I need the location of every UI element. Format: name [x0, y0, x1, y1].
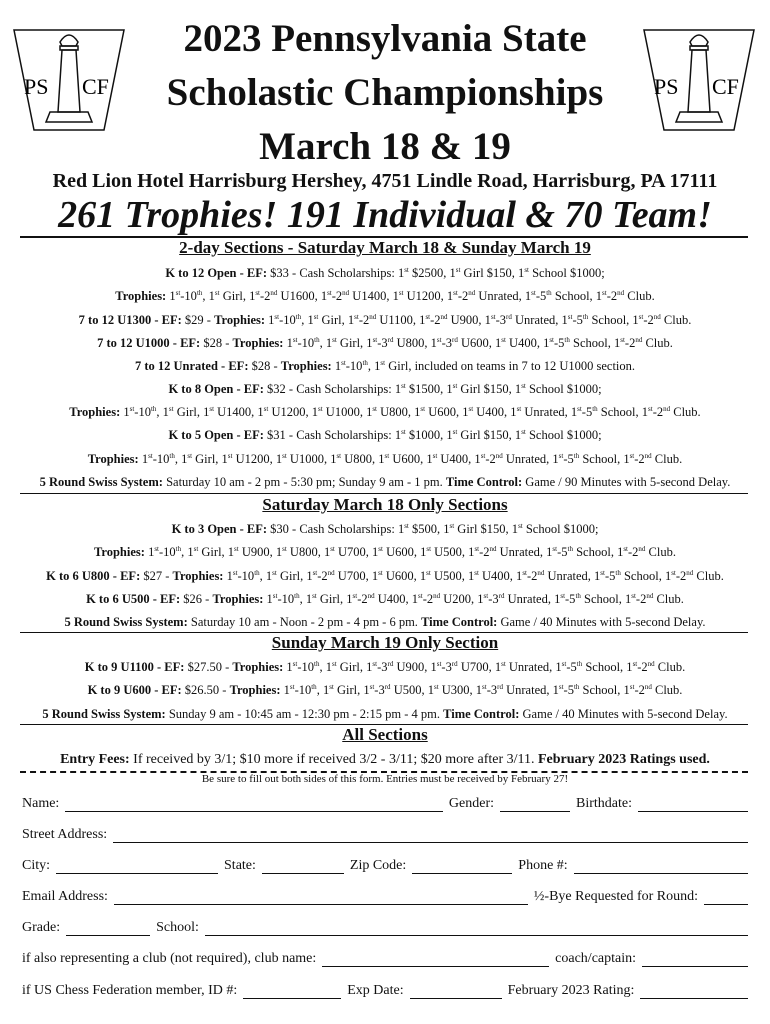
- trophies-headline: 261 Trophies! 191 Individual & 70 Team!: [58, 194, 712, 236]
- pscf-logo-right: [640, 22, 758, 140]
- gender-label: Gender:: [448, 796, 494, 811]
- section-k12-open: K to 12 Open - EF: $33 - Cash Scholarships: 1st $2500, 1st Girl $150, 1st School $1000;: [165, 265, 605, 280]
- saturday-schedule: [0, 615, 770, 630]
- school-field[interactable]: [205, 923, 748, 936]
- exp-label: Exp Date:: [347, 983, 404, 998]
- section-7-12-unrated: 7 to 12 Unrated - EF: $28 - Trophies: 1st-10th, 1st Girl, included on teams in 7 to 12 U1000 section.: [134, 358, 636, 373]
- sunday-schedule: [0, 707, 770, 722]
- form-row-email: [22, 889, 748, 905]
- form-row-club: [22, 951, 748, 967]
- saturday-heading: Saturday March 18 Only Sections: [262, 495, 508, 514]
- state-field[interactable]: [262, 861, 344, 874]
- form-row-grade: [22, 920, 748, 936]
- rating-label: February 2023 Rating:: [507, 983, 635, 998]
- fees-label: Entry Fees:: [60, 752, 130, 767]
- title-line-3: March 18 & 19: [259, 125, 511, 168]
- page-title: [120, 12, 650, 174]
- logo-right-cf: CF: [712, 74, 739, 99]
- coach-label: coach/captain:: [555, 951, 636, 966]
- city-field[interactable]: [56, 861, 218, 874]
- tc-text: Game / 90 Minutes with 5-second Delay.: [522, 475, 731, 489]
- form-note: Be sure to fill out both sides of this form. Entries must be received by February 27!: [201, 773, 569, 785]
- swiss-label: 5 Round Swiss System:: [42, 707, 166, 721]
- logo-left-cf: CF: [82, 74, 109, 99]
- form-row-name: [22, 796, 748, 812]
- swiss-label: 5 Round Swiss System:: [64, 615, 188, 629]
- section-k12-open-trophies: Trophies: 1st-10th, 1st Girl, 1st-2nd U1600, 1st-2nd U1400, 1st U1200, 1st-2nd Unrated, 1st-5th School, 1st-2nd Club.: [115, 288, 655, 303]
- divider: [20, 493, 748, 494]
- email-field[interactable]: [114, 892, 528, 905]
- bye-label: ½-Bye Requested for Round:: [533, 889, 698, 904]
- sunday-heading: Sunday March 19 Only Section: [271, 633, 499, 652]
- uscf-field[interactable]: [243, 986, 341, 999]
- section-k5-open: K to 5 Open - EF: $31 - Cash Scholarships: 1st $1000, 1st Girl $150, 1st School $1000;: [168, 427, 602, 442]
- city-label: City:: [22, 858, 51, 873]
- tc-label: Time Control:: [421, 615, 498, 629]
- bye-field[interactable]: [704, 892, 748, 905]
- fees-text: If received by 3/1; $10 more if received 3/2 - 3/11; $20 more after 3/11.: [129, 752, 538, 767]
- swiss-text: Saturday 10 am - Noon - 2 pm - 4 pm - 6 pm.: [187, 615, 422, 629]
- form-row-street: [22, 827, 748, 843]
- form-row-city: [22, 858, 748, 874]
- name-label: Name:: [22, 796, 60, 811]
- tc-label: Time Control:: [445, 475, 523, 489]
- section-7-12-u1000: 7 to 12 U1000 - EF: $28 - Trophies: 1st-10th, 1st Girl, 1st-3rd U800, 1st-3rd U600, 1st U400, 1st-5th School, 1st-2nd Club.: [97, 335, 673, 350]
- section-k6-u800: K to 6 U800 - EF: $27 - Trophies: 1st-10th, 1st Girl, 1st-2nd U700, 1st U600, 1st U500, 1st U400, 1st-2nd Unrated, 1st-5th School, 1st-2nd Club.: [46, 568, 724, 583]
- birthdate-field[interactable]: [638, 799, 748, 812]
- street-field[interactable]: [113, 830, 748, 843]
- logo-left-ps: PS: [24, 74, 49, 99]
- zip-field[interactable]: [412, 861, 512, 874]
- section-7-12-u1300: 7 to 12 U1300 - EF: $29 - Trophies: 1st-10th, 1st Girl, 1st-2nd U1100, 1st-2nd U900, 1st-3rd Unrated, 1st-5th School, 1st-2nd Club.: [78, 312, 692, 327]
- email-label: Email Address:: [22, 889, 108, 904]
- tc-text: Game / 40 Minutes with 5-second Delay.: [497, 615, 706, 629]
- birthdate-label: Birthdate:: [576, 796, 632, 811]
- title-line-1: 2023 Pennsylvania State: [183, 17, 587, 60]
- ratings-text: February 2023 Ratings used.: [538, 752, 710, 767]
- grade-label: Grade:: [22, 920, 61, 935]
- tc-text: Game / 40 Minutes with 5-second Delay.: [519, 707, 728, 721]
- state-label: State:: [224, 858, 256, 873]
- zip-label: Zip Code:: [349, 858, 407, 873]
- gender-field[interactable]: [500, 799, 570, 812]
- grade-field[interactable]: [66, 923, 150, 936]
- uscf-label: if US Chess Federation member, ID #:: [22, 983, 238, 998]
- two-day-heading: 2-day Sections - Saturday March 18 & Sunday March 19: [179, 238, 591, 257]
- exp-field[interactable]: [410, 986, 502, 999]
- entry-fees: [0, 752, 770, 768]
- section-k9-u600: K to 9 U600 - EF: $26.50 - Trophies: 1st-10th, 1st Girl, 1st-3rd U500, 1st U300, 1st-3rd Unrated, 1st-5th School, 1st-2nd Club.: [87, 682, 683, 697]
- swiss-text: Sunday 9 am - 10:45 am - 12:30 pm - 2:15 pm - 4 pm.: [165, 707, 444, 721]
- venue: Red Lion Hotel Harrisburg Hershey, 4751 Lindle Road, Harrisburg, PA 17111: [52, 170, 718, 192]
- section-k8-open: K to 8 Open - EF: $32 - Cash Scholarships: 1st $1500, 1st Girl $150, 1st School $1000;: [168, 381, 602, 396]
- pscf-logo-left: [10, 22, 128, 140]
- section-k3-open: K to 3 Open - EF: $30 - Cash Scholarships: 1st $500, 1st Girl $150, 1st School $1000;: [171, 521, 599, 536]
- title-line-2: Scholastic Championships: [166, 71, 604, 114]
- street-label: Street Address:: [22, 827, 108, 842]
- name-field[interactable]: [65, 799, 443, 812]
- phone-label: Phone #:: [518, 858, 568, 873]
- school-label: School:: [156, 920, 199, 935]
- coach-field[interactable]: [642, 954, 748, 967]
- rating-field[interactable]: [640, 986, 748, 999]
- form-row-uscf: [22, 983, 748, 999]
- swiss-label: 5 Round Swiss System:: [39, 475, 163, 489]
- club-field[interactable]: [322, 954, 549, 967]
- section-k5-open-trophies: Trophies: 1st-10th, 1st Girl, 1st U1200, 1st U1000, 1st U800, 1st U600, 1st U400, 1st-2nd Unrated, 1st-5th School, 1st-2nd Club.: [87, 451, 683, 466]
- swiss-text: Saturday 10 am - 2 pm - 5:30 pm; Sunday 9 am - 1 pm.: [162, 475, 446, 489]
- club-label: if also representing a club (not required), club name:: [22, 951, 317, 966]
- phone-field[interactable]: [574, 861, 748, 874]
- section-k3-open-trophies: Trophies: 1st-10th, 1st Girl, 1st U900, 1st U800, 1st U700, 1st U600, 1st U500, 1st-2nd Unrated, 1st-5th School, 1st-2nd Club.: [94, 544, 676, 559]
- section-k6-u500: K to 6 U500 - EF: $26 - Trophies: 1st-10th, 1st Girl, 1st-2nd U400, 1st-2nd U200, 1st-3rd Unrated, 1st-5th School, 1st-2nd Club.: [86, 591, 684, 606]
- tc-label: Time Control:: [443, 707, 520, 721]
- two-day-schedule: [0, 475, 770, 490]
- section-k8-open-trophies: Trophies: 1st-10th, 1st Girl, 1st U1400, 1st U1200, 1st U1000, 1st U800, 1st U600, 1st U400, 1st Unrated, 1st-5th School, 1st-2nd Club.: [69, 404, 701, 419]
- logo-right-ps: PS: [654, 74, 679, 99]
- all-sections-heading: All Sections: [342, 725, 428, 744]
- section-k9-u1100: K to 9 U1100 - EF: $27.50 - Trophies: 1st-10th, 1st Girl, 1st-3rd U900, 1st-3rd U700, 1st Unrated, 1st-5th School, 1st-2nd Club.: [84, 659, 686, 674]
